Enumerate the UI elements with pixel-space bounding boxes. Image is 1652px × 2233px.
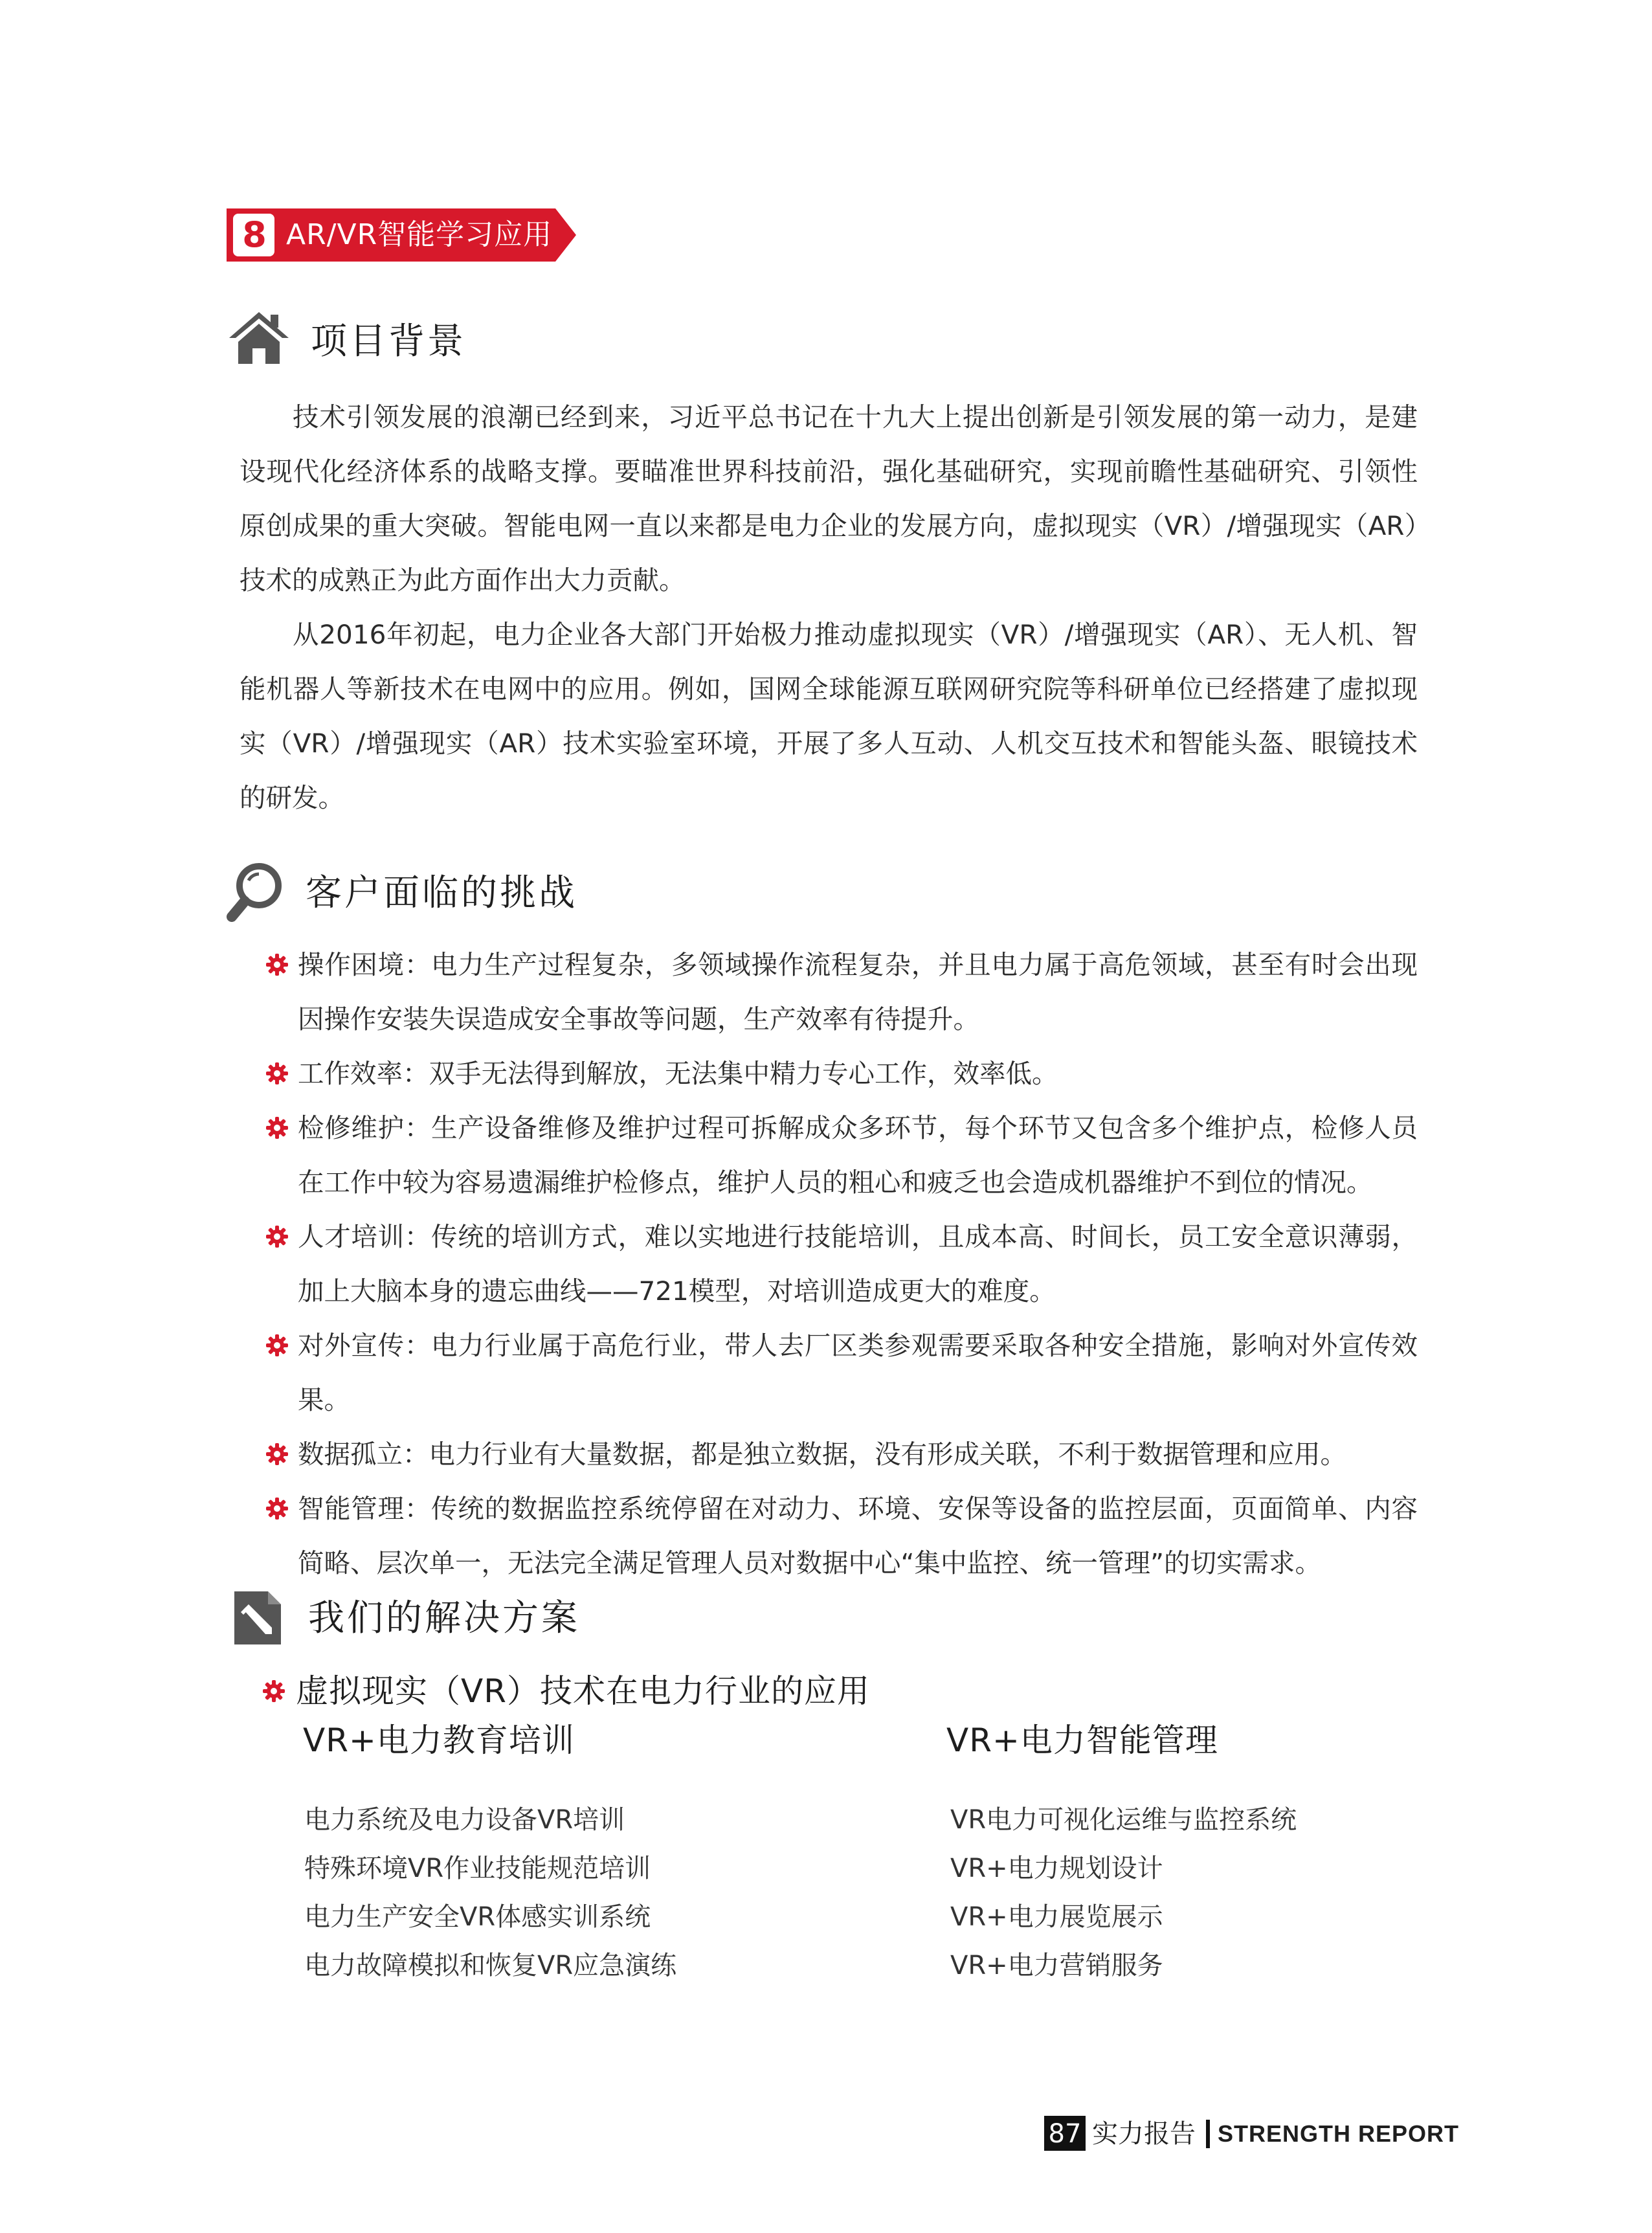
list-item — [265, 1209, 1418, 1318]
list-item — [265, 1318, 1418, 1427]
challenge-text: 检修维护：生产设备维修及维护过程可拆解成众多环节，每个环节又包含多个维护点，检修人员在工作中较为容易遗漏维护检修点，维护人员的粗心和疲乏也会造成机器维护不到位的情况。 — [298, 1112, 1418, 1198]
magnifier-icon — [227, 861, 285, 923]
left-column-title: VR+电力教育培训 — [303, 1722, 575, 1759]
background-paragraph-1: 技术引领发展的浪潮已经到来，习近平总书记在十九大上提出创新是引领发展的第一动力，是建设现代化经济体系的战略支撑。要瞄准世界科技前沿，强化基础研究，实现前瞻性基础研究、引领性原创成果的重大突破。智能电网一直以来都是电力企业的发展方向，虚拟现实（VR）/增强现实（AR）技术的成熟正为此方面作出大力贡献。 — [240, 401, 1418, 596]
challenge-text: 数据孤立：电力行业有大量数据，都是独立数据，没有形成关联，不利于数据管理和应用。 — [298, 1439, 1346, 1470]
footer-title-en: STRENGTH REPORT — [1218, 2120, 1460, 2147]
list-item: 特殊环境VR作业技能规范培训 — [304, 1854, 651, 1883]
challenge-text: 人才培训：传统的培训方式，难以实地进行技能培训，且成本高、时间长，员工安全意识薄弱，加上大脑本身的遗忘曲线——721模型，对培训造成更大的难度。 — [298, 1221, 1418, 1307]
gear-bullet-icon — [265, 1116, 289, 1139]
list-item: VR+电力展览展示 — [950, 1902, 1163, 1932]
gear-bullet-icon — [262, 1679, 285, 1703]
right-column-list — [950, 1796, 1297, 1990]
list-item — [265, 1046, 1418, 1101]
list-item: VR+电力营销服务 — [950, 1951, 1163, 1981]
solutions-heading-text: 虚拟现实（VR）技术在电力行业的应用 — [296, 1672, 870, 1710]
challenge-list — [265, 937, 1418, 1590]
challenge-text: 操作困境：电力生产过程复杂，多领域操作流程复杂，并且电力属于高危领域，甚至有时会出现因操作安装失误造成安全事故等问题，生产效率有待提升。 — [298, 949, 1418, 1035]
right-column-title: VR+电力智能管理 — [946, 1722, 1218, 1759]
list-item — [265, 1481, 1418, 1590]
gear-bullet-icon — [265, 1062, 289, 1085]
list-item — [265, 1427, 1418, 1481]
list-item: VR电力可视化运维与监控系统 — [950, 1805, 1297, 1835]
section-title: 客户面临的挑战 — [306, 872, 577, 914]
house-icon — [227, 309, 291, 365]
footer-divider — [1206, 2120, 1210, 2148]
list-item: 电力生产安全VR体感实训系统 — [304, 1902, 651, 1932]
chapter-banner — [227, 208, 576, 262]
chapter-title: AR/VR智能学习应用 — [286, 218, 553, 251]
challenge-text: 智能管理：传统的数据监控系统停留在对动力、环境、安保等设备的监控层面，页面简单、内容简略、层次单一，无法完全满足管理人员对数据中心“集中监控、统一管理”的切实需求。 — [298, 1493, 1418, 1578]
gear-bullet-icon — [265, 1334, 289, 1357]
gear-bullet-icon — [265, 1225, 289, 1248]
challenge-text: 对外宣传：电力行业属于高危行业，带人去厂区类参观需要采取各种安全措施，影响对外宣传效果。 — [298, 1330, 1418, 1415]
gear-bullet-icon — [265, 953, 289, 976]
list-item: VR+电力规划设计 — [950, 1854, 1163, 1883]
left-column-list — [304, 1796, 676, 1990]
section-title: 我们的解决方案 — [308, 1597, 580, 1639]
background-paragraph-2: 从2016年初起，电力企业各大部门开始极力推动虚拟现实（VR）/增强现实（AR）、无人机、智能机器人等新技术在电网中的应用。例如，国网全球能源互联网研究院等科研单位已经搭建了虚拟现实（VR）/增强现实（AR）技术实验室环境，开展了多人互动、人机交互技术和智能头盔、眼镜技术的研发。 — [240, 619, 1418, 813]
page-number: 87 — [1044, 2116, 1086, 2151]
section-title: 项目背景 — [311, 320, 466, 363]
gear-bullet-icon — [265, 1442, 289, 1466]
list-item: 电力系统及电力设备VR培训 — [304, 1805, 625, 1835]
gear-bullet-icon — [265, 1497, 289, 1520]
list-item — [265, 937, 1418, 1046]
document-pen-icon — [232, 1586, 284, 1648]
chapter-number: 8 — [242, 214, 267, 255]
footer-title-cn: 实力报告 — [1092, 2119, 1196, 2149]
challenge-text: 工作效率：双手无法得到解放，无法集中精力专心工作，效率低。 — [298, 1058, 1058, 1089]
list-item: 电力故障模拟和恢复VR应急演练 — [304, 1951, 677, 1981]
list-item — [265, 1101, 1418, 1209]
